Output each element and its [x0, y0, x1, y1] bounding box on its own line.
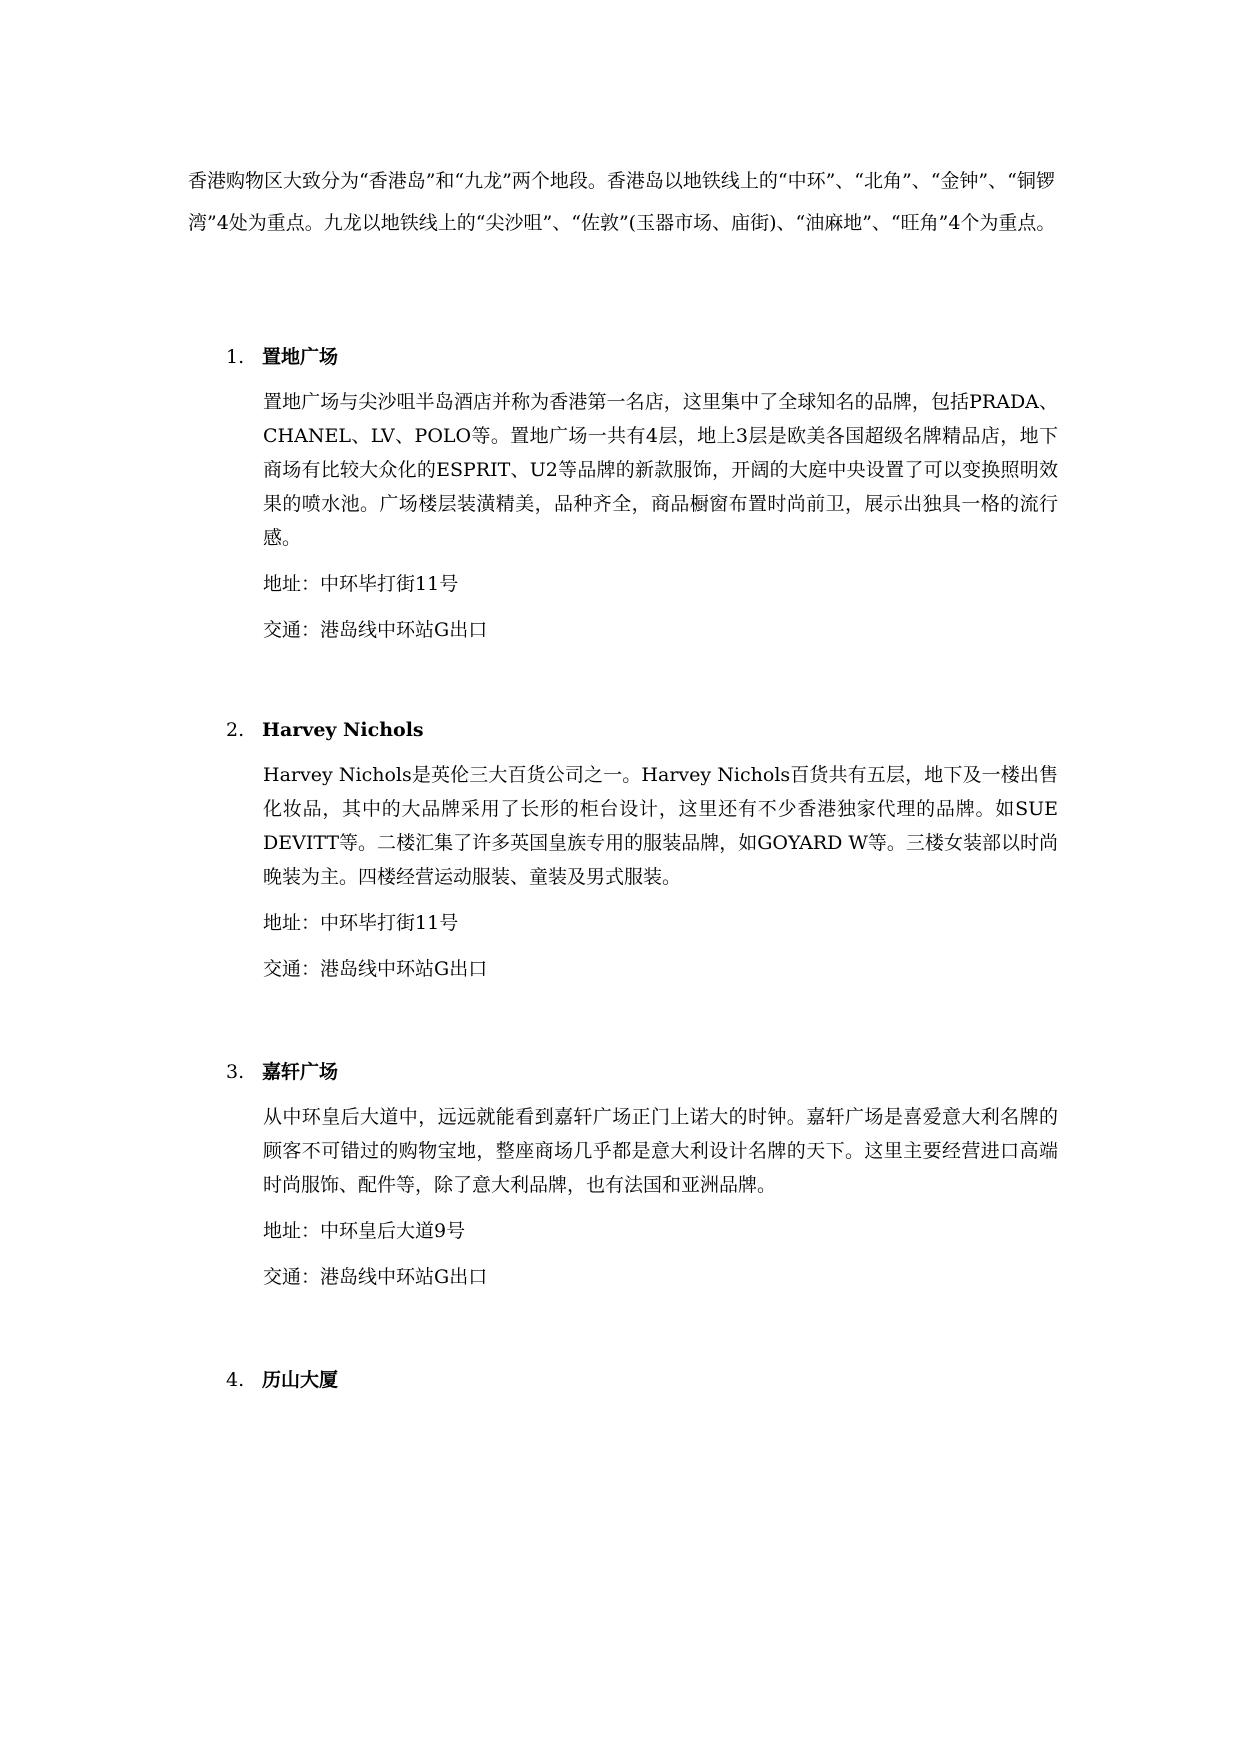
- address-label: 地址：: [263, 1220, 321, 1242]
- transport-value: 港岛线中环站G出口: [320, 1266, 488, 1288]
- section-body: [263, 758, 1078, 986]
- section-description: Harvey Nichols是英伦三大百货公司之一。Harvey Nichols百货共有五层，地下及一楼出售化妆品，其中的大品牌采用了长形的柜台设计，这里还有不少香港独家代理的品牌。如SUE DEVITT等。二楼汇集了许多英国皇族专用的服装品牌，如GOYARD W等。三楼女装部以时尚晚装为主。四楼经营运动服装、童装及男式服装。: [263, 764, 1078, 888]
- address-line: [263, 1214, 1058, 1248]
- address-line: [263, 567, 1058, 601]
- transport-line: [263, 1260, 1058, 1294]
- section-heading: [226, 343, 338, 371]
- section-number: 3.: [226, 1061, 245, 1083]
- address-value: 中环皇后大道9号: [320, 1220, 466, 1242]
- transport-label: 交通：: [263, 619, 321, 641]
- section-heading: [226, 1366, 338, 1394]
- section-number: 1.: [226, 346, 245, 368]
- section-body: [263, 385, 1058, 647]
- section-heading: [226, 716, 424, 744]
- transport-line: [263, 613, 1058, 647]
- transport-value: 港岛线中环站G出口: [320, 958, 488, 980]
- section-title: 置地广场: [262, 346, 339, 368]
- section-title: 嘉轩广场: [262, 1061, 339, 1083]
- section-title: Harvey Nichols: [262, 719, 424, 741]
- transport-label: 交通：: [263, 1266, 321, 1288]
- intro-paragraph: 香港购物区大致分为“香港岛”和“九龙”两个地段。香港岛以地铁线上的“中环”、“北角”、“金钟”、“铜锣湾”4处为重点。九龙以地铁线上的“尖沙咀”、“佐敦”(玉器市场、庙街)、“油麻地”、“旺角”4个为重点。: [188, 170, 1056, 234]
- transport-value: 港岛线中环站G出口: [320, 619, 488, 641]
- section-heading: [226, 1058, 338, 1086]
- section-body: [263, 1100, 1058, 1294]
- section-title: 历山大厦: [262, 1369, 339, 1391]
- address-value: 中环毕打街11号: [320, 912, 459, 934]
- section-number: 4.: [226, 1369, 245, 1391]
- address-line: [263, 906, 1058, 940]
- section-description: 从中环皇后大道中，远远就能看到嘉轩广场正门上诺大的时钟。嘉轩广场是喜爱意大利名牌的顾客不可错过的购物宝地，整座商场几乎都是意大利设计名牌的天下。这里主要经营进口高端时尚服饰、配件等，除了意大利品牌，也有法国和亚洲品牌。: [263, 1106, 1058, 1196]
- transport-label: 交通：: [263, 958, 321, 980]
- transport-line: [263, 952, 1058, 986]
- address-label: 地址：: [263, 573, 321, 595]
- address-label: 地址：: [263, 912, 321, 934]
- address-value: 中环毕打街11号: [320, 573, 459, 595]
- section-description: 置地广场与尖沙咀半岛酒店并称为香港第一名店，这里集中了全球知名的品牌，包括PRADA、CHANEL、LV、POLO等。置地广场一共有4层，地上3层是欧美各国超级名牌精品店，地下商场有比较大众化的ESPRIT、U2等品牌的新款服饰，开阔的大庭中央设置了可以变换照明效果的喷水池。广场楼层装潢精美，品种齐全，商品橱窗布置时尚前卫，展示出独具一格的流行感。: [263, 391, 1058, 549]
- section-number: 2.: [226, 719, 245, 741]
